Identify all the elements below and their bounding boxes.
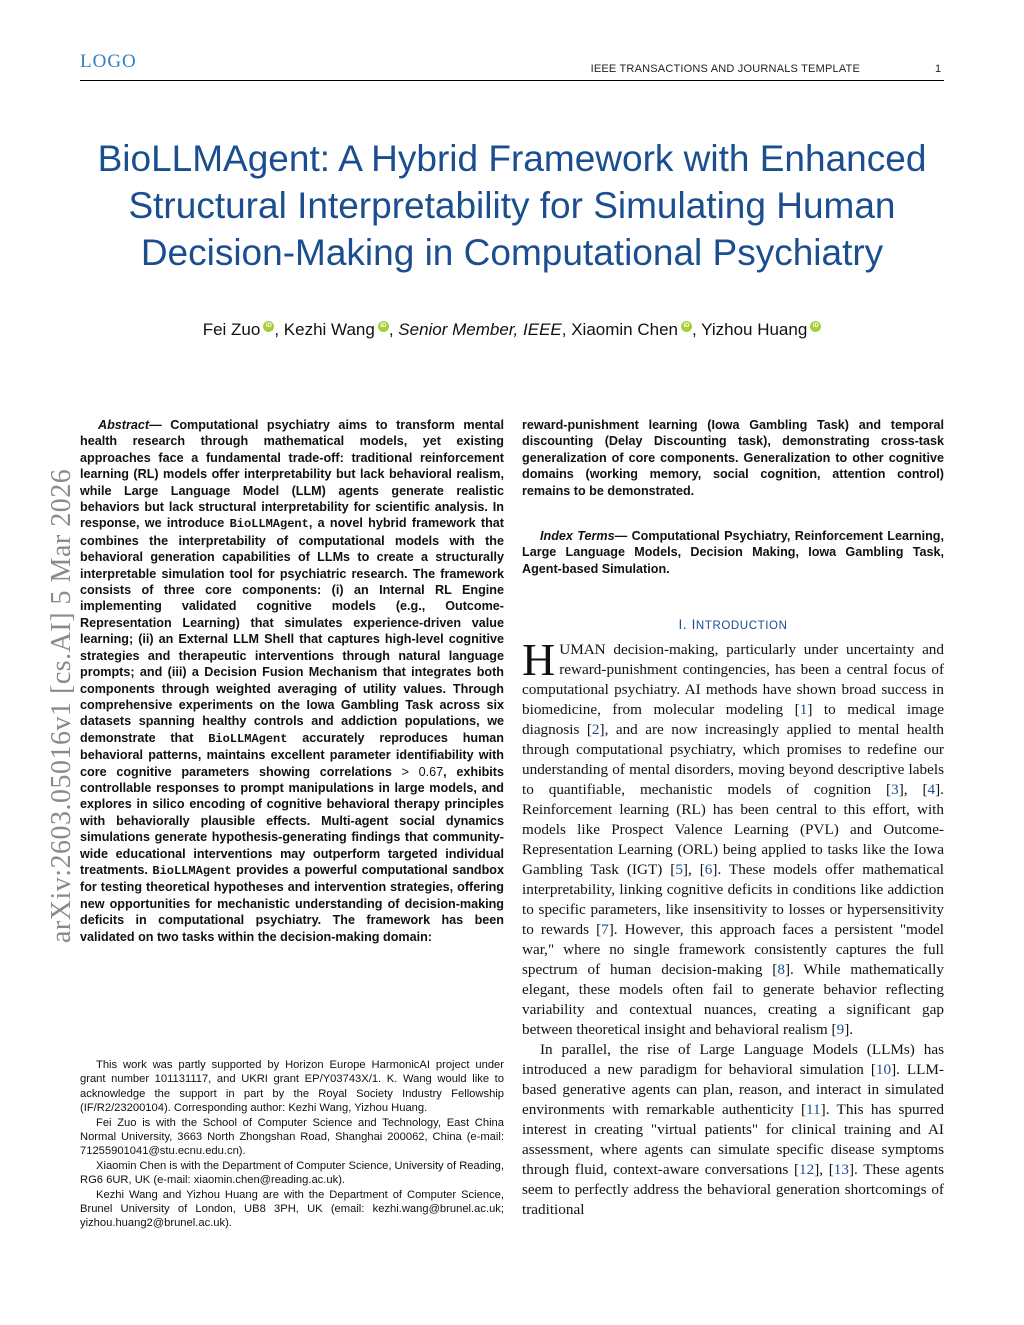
abstract-continued: reward-punishment learning (Iowa Gambling Task) and temporal discounting (Delay Discounting task), demonstrating cross-task generalization of core components. Generalization to other cognitive domains (working memory, social cognition, attention control) remains to be demonstrated. bbox=[522, 418, 944, 498]
affiliation-note: Kezhi Wang and Yizhou Huang are with the Department of Computer Science, Brunel University of London, UB8 3PH, UK (email: kezhi.wang@brunel.ac.uk; yizhou.huang2@brunel.ac.uk). bbox=[80, 1188, 504, 1230]
citation-link[interactable]: 7 bbox=[601, 921, 609, 939]
citation-link[interactable]: 1 bbox=[799, 701, 808, 719]
citation-link[interactable]: 6 bbox=[704, 861, 713, 879]
drop-cap: H bbox=[522, 634, 556, 686]
framework-name: BioLLMAgent bbox=[152, 863, 232, 878]
author-line: Fei Zuo iD , Kezhi Wang iD , Senior Member, IEEE, Xiaomin Chen iD , Yizhou Huang iD bbox=[80, 320, 944, 340]
correlation-threshold: > 0.67 bbox=[401, 764, 444, 779]
author-name: Fei Zuo bbox=[202, 320, 261, 339]
index-terms: Index Terms— Computational Psychiatry, Reinforcement Learning, Large Language Models, Decision Making, Iowa Gambling Task, Agent-based Simulation. bbox=[522, 529, 944, 576]
orcid-icon[interactable]: iD bbox=[263, 321, 274, 332]
author-name: Yizhou Huang bbox=[701, 320, 808, 339]
page-number: 1 bbox=[935, 63, 942, 75]
affiliation-note: Xiaomin Chen is with the Department of Computer Science, University of Reading, RG6 6UR, UK (e-mail: xiaomin.chen@reading.ac.uk). bbox=[80, 1159, 504, 1187]
citation-link[interactable]: 8 bbox=[777, 961, 785, 979]
intro-paragraph: HUMAN decision-making, particularly under uncertainty and reward-punishment contingencies, has been a central focus of computational psychiatry. AI methods have shown broad success in biomedicine, from molecular modeling [1] to medical image diagnosis [2], and are now increasingly applied to mental health through computational psychiatry, which promises to redefine our understanding of mental disorders, moving beyond descriptive labels to quantifiable, mechanistic models of cognition [3], [4]. Reinforcement learning (RL) has been central to this effort, with models like Prospect Valence Learning (PVL) and Outcome-Representation Learning (ORL) being applied to tasks like the Iowa Gambling Task (IGT) [5], [6]. These models offer mathematical interpretability, linking cognitive deficits in conditions like addiction to specific parameters, like insensitivity to losses or hypersensitivity to rewards [7]. However, this approach faces a persistent "model war," where no single framework consistently captures the full spectrum of human decision-making [8]. While mathematically elegant, these models often fail to generate behavior reflecting variability and contextual nuances, creating a significant gap between theoretical insight and behavioral realism [9]. bbox=[522, 634, 945, 1039]
paper-title: BioLLMAgent: A Hybrid Framework with Enhanced Structural Interpretability for Simulating Human Decision-Making in Computational Psychiatry bbox=[97, 137, 927, 273]
footnote bbox=[80, 1058, 504, 1231]
orcid-icon[interactable]: iD bbox=[810, 321, 821, 332]
affiliation-note: Fei Zuo is with the School of Computer Science and Technology, East China Normal University, 3663 North Zhongshan Road, Shanghai 200062, China (e-mail: 71255901041@stu.ecnu.edu.cn). bbox=[80, 1116, 504, 1158]
right-column bbox=[522, 417, 944, 1220]
author-membership: Senior Member, IEEE bbox=[398, 320, 562, 339]
section-heading-introduction: I. INTRODUCTION bbox=[678, 617, 788, 633]
author-name: Xiaomin Chen bbox=[571, 320, 678, 339]
citation-link[interactable]: 5 bbox=[675, 861, 683, 879]
orcid-icon[interactable]: iD bbox=[681, 321, 692, 332]
running-head: IEEE TRANSACTIONS AND JOURNALS TEMPLATE bbox=[590, 63, 860, 75]
citation-link[interactable]: 13 bbox=[833, 1161, 849, 1179]
journal-logo: LOGO bbox=[80, 51, 137, 72]
citation-link[interactable]: 10 bbox=[875, 1061, 892, 1079]
citation-link[interactable]: 12 bbox=[799, 1161, 815, 1179]
arxiv-side-stamp: arXiv:2603.05016v1 [cs.AI] 5 Mar 2026 bbox=[46, 468, 77, 943]
left-column bbox=[80, 417, 504, 945]
orcid-icon[interactable]: iD bbox=[378, 321, 389, 332]
citation-link[interactable]: 2 bbox=[591, 721, 600, 739]
header-rule bbox=[80, 80, 944, 81]
author-name: Kezhi Wang bbox=[283, 320, 375, 339]
citation-link[interactable]: 9 bbox=[836, 1021, 845, 1039]
framework-name: BioLLMAgent bbox=[229, 517, 309, 532]
framework-name: BioLLMAgent bbox=[208, 731, 288, 746]
citation-link[interactable]: 3 bbox=[891, 781, 899, 799]
citation-link[interactable]: 11 bbox=[806, 1101, 821, 1119]
index-terms-lead: Index Terms bbox=[540, 529, 615, 544]
intro-paragraph: In parallel, the rise of Large Language Models (LLMs) has introduced a new paradigm for behavioral simulation [10]. LLM-based generative agents can plan, reason, and interact in simulated environments with remarkable authenticity [11]. This has spurred interest in creating "virtual patients" for clinical training and AI assessment, where agents can simulate specific disease symptoms through fluid, context-aware conversations [12], [13]. These agents seem to perfectly address the behavioral generation shortcomings of traditional bbox=[522, 1041, 945, 1219]
abstract: Abstract— Computational psychiatry aims to transform mental health research through mathematical models, yet existing approaches face a fundamental trade-off: traditional reinforcement learning (RL) models offer interpretability but lack behavioral realism, while Large Language Model (LLM) agents generate realistic behaviors but lack structural interpretability for scientific analysis. In response, we introduce BioLLMAgent, a novel hybrid framework that combines the interpretability of computational models with the behavioral generation capabilities of LLMs to create a structurally interpretable simulation tool for psychiatric research. The framework consists of three core components: (i) an Internal RL Engine implementing validated cognitive models (e.g., Outcome-Representation Learning) that simulates experience-driven value learning; (ii) an External LLM Shell that captures high-level cognitive strategies and therapeutic interventions through natural language prompts; and (iii) a Decision Fusion Mechanism that integrates both components through weighted averaging of utility values. Through comprehensive experiments on the Iowa Gambling Task across six datasets spanning healthy controls and addiction populations, we demonstrate that BioLLMAgent accurately reproduces human behavioral patterns, maintains excellent parameter identifiability with core cognitive parameters showing correlations > 0.67, exhibits controllable responses to prompt manipulations in large models, and explores in silico encoding of cognitive behavioral therapy principles with behaviorally plausible effects. Multi-agent social dynamics simulations generate hypothesis-generating findings that community-wide educational interventions may outperform targeted individual treatments. BioLLMAgent provides a powerful computational sandbox for testing theoretical hypotheses and intervention strategies, offering new opportunities for mechanistic understanding of decision-making deficits in computational psychiatry. The framework has been validated on two tasks within the decision-making domain: bbox=[80, 418, 504, 944]
abstract-lead: Abstract bbox=[98, 418, 150, 432]
funding-note: This work was partly supported by Horizon Europe HarmonicAI project under grant number 101131117, and UKRI grant EP/Y03743X/1. K. Wang would like to acknowledge the support in part by the Royal Society Industry Fellowship (IF/R2/23200104). Corresponding author: Kezhi Wang, Yizhou Huang. bbox=[80, 1059, 504, 1115]
citation-link[interactable]: 4 bbox=[927, 781, 936, 799]
